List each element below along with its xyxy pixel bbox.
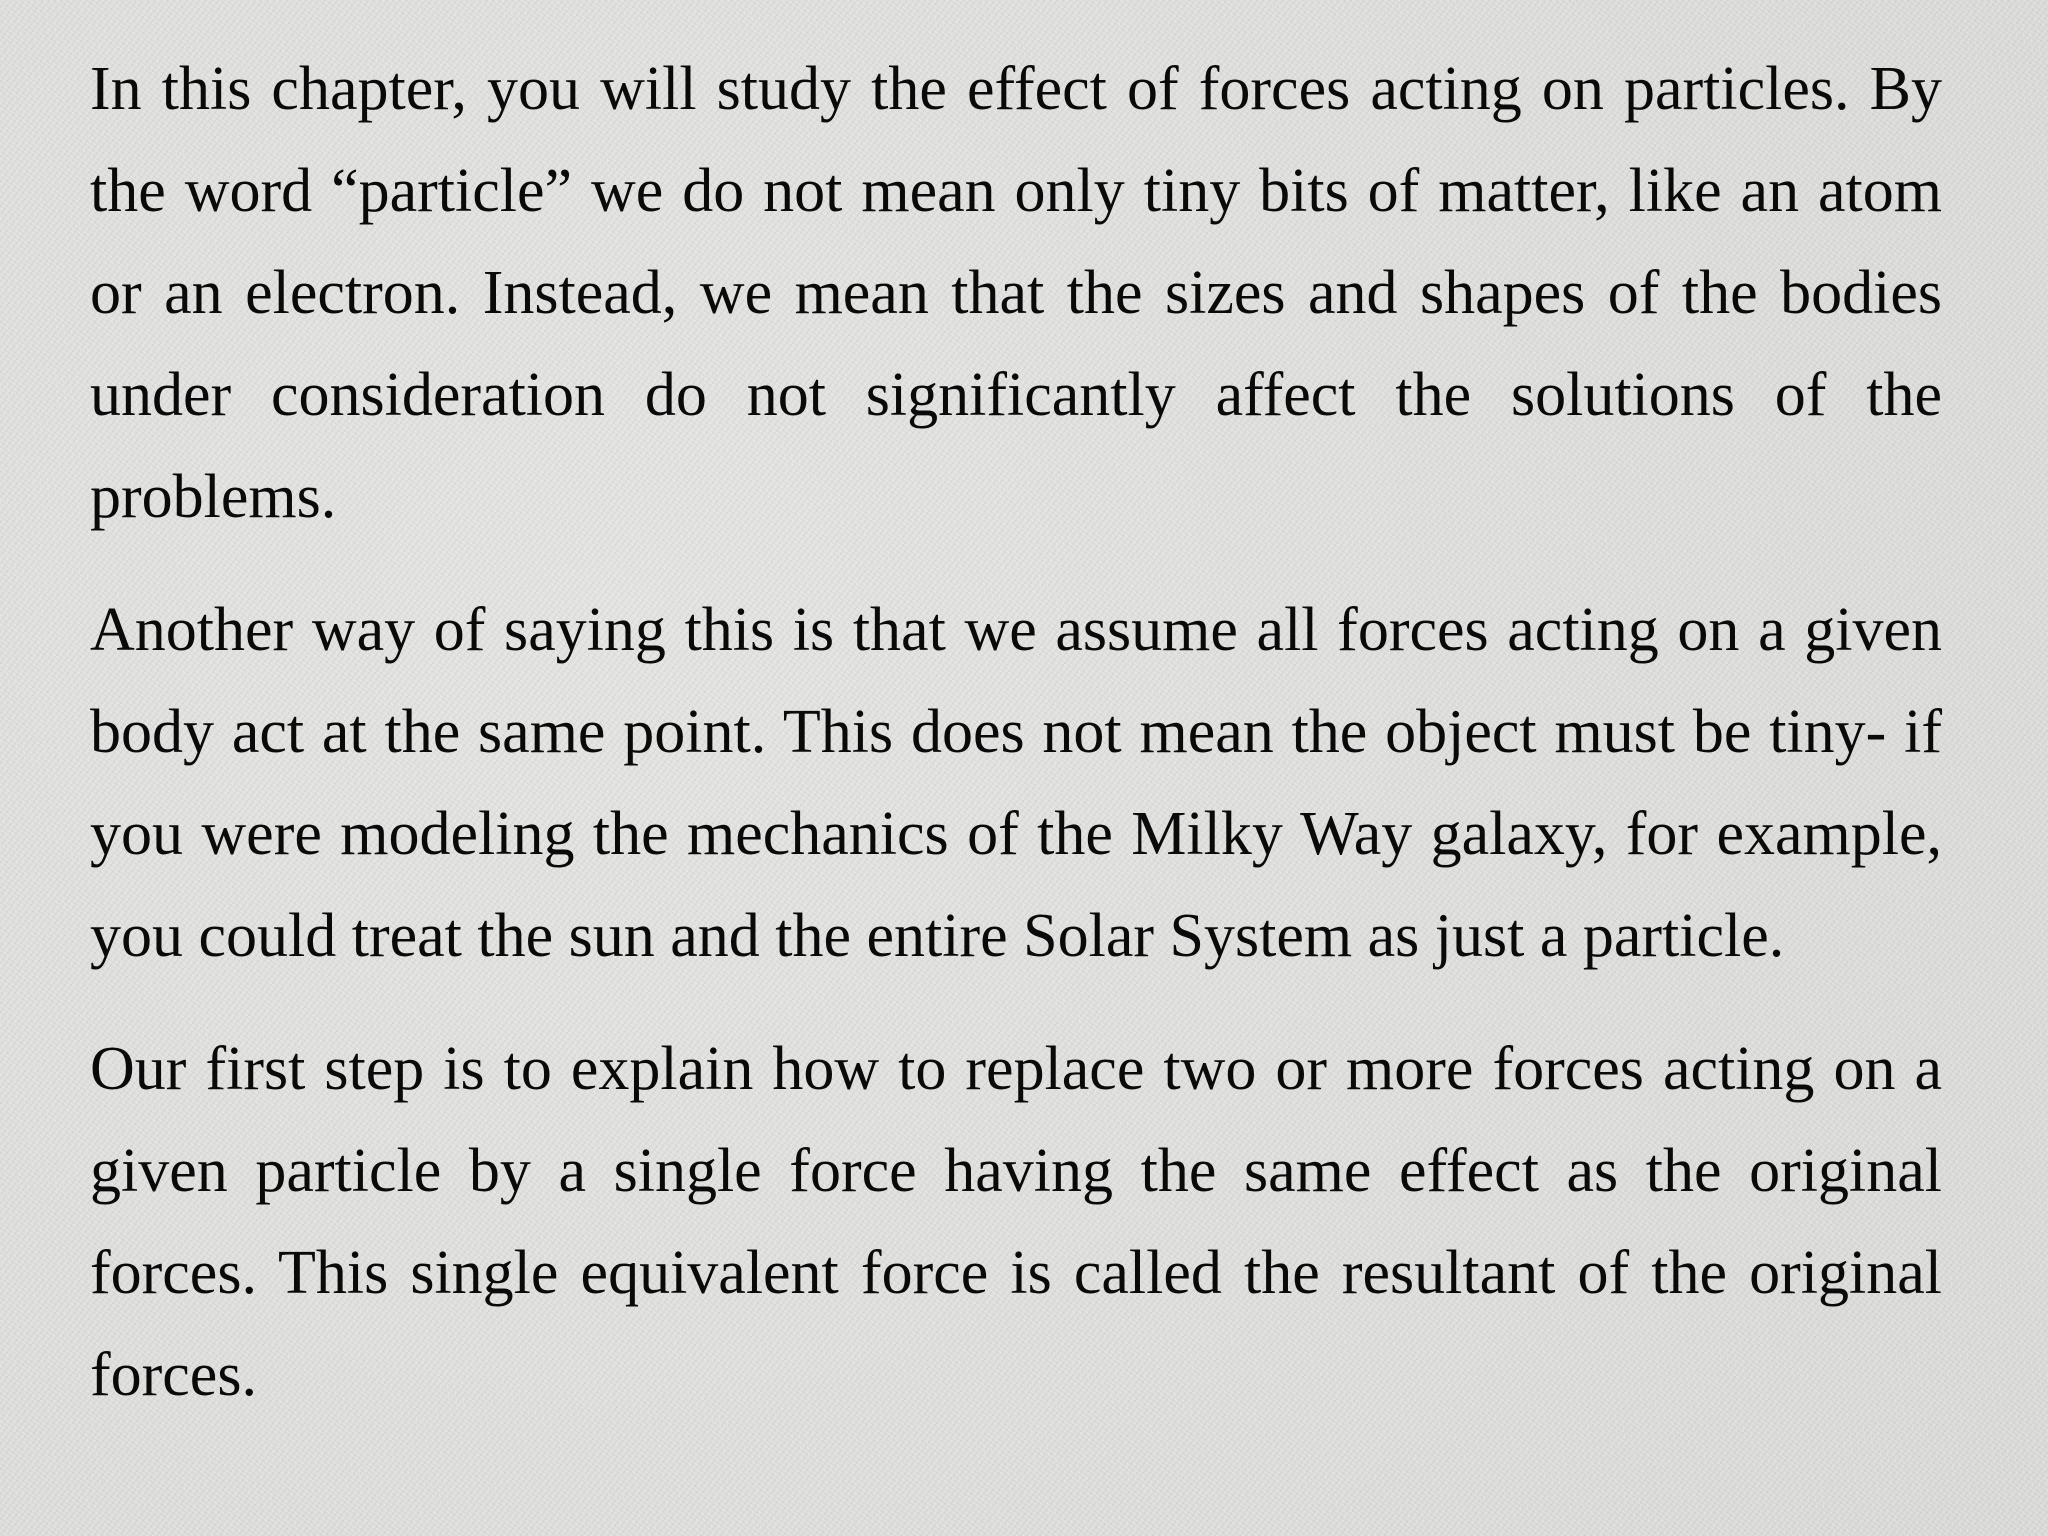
slide-body-text — [90, 38, 1942, 1426]
paragraph-resultant-force: Our first step is to explain how to replace two or more forces acting on a given particle by a single force having the same effect as the original forces. This single equivalent force is called the resultant of the original forces. — [90, 1035, 1942, 1409]
paragraph-particles-definition: In this chapter, you will study the effect of forces acting on particles. By the word “particle” we do not mean only tiny bits of matter, like an atom or an electron. Instead, we mean that the sizes and shapes of the bodies under consideration do not significantly affect the solutions of the problems. — [90, 55, 1942, 531]
paragraph-forces-same-point: Another way of saying this is that we assume all forces acting on a given body act at the same point. This does not mean the object must be tiny- if you were modeling the mechanics of the Milky Way galaxy, for example, you could treat the sun and the entire Solar System as just a particle. — [90, 596, 1942, 970]
